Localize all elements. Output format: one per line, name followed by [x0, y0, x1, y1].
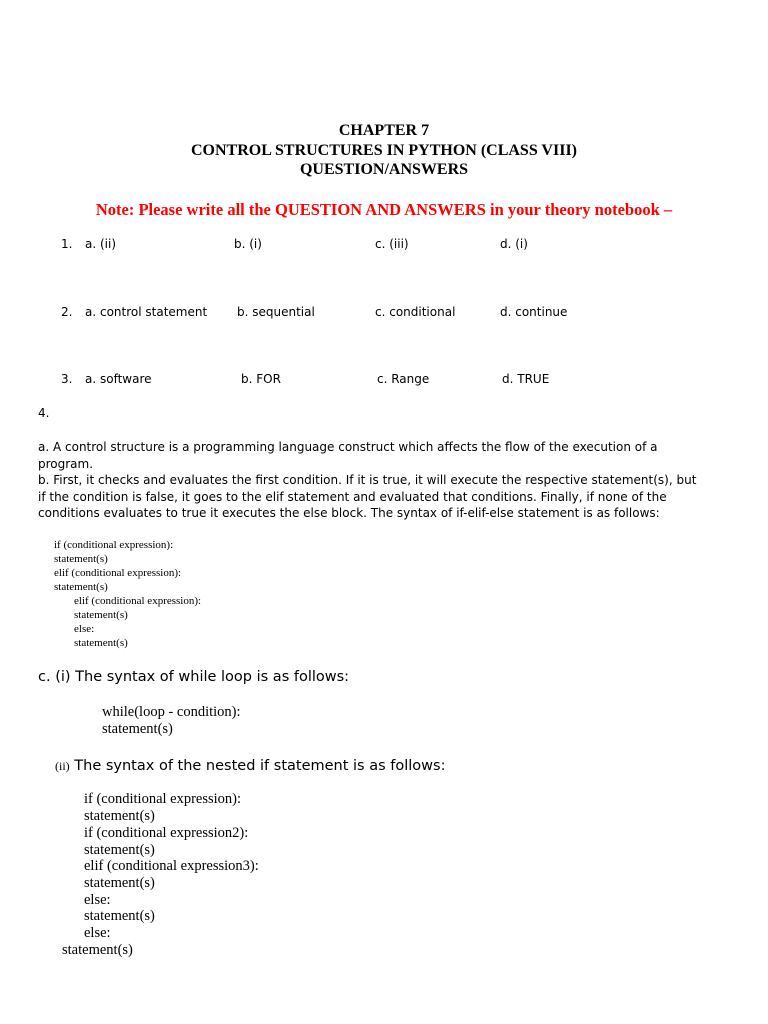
- chapter-subtitle: CONTROL STRUCTURES IN PYTHON (CLASS VIII): [190, 142, 577, 159]
- part-heading-text: The syntax of the nested if statement is as follows:: [69, 758, 446, 774]
- mcq-answer-a: a. (ii): [85, 237, 117, 251]
- mcq-answer-d: d. TRUE: [502, 372, 550, 386]
- code-line: statement(s): [54, 581, 108, 593]
- code-line: statement(s): [62, 942, 133, 958]
- code-line: else:: [74, 623, 95, 635]
- instruction-note: Note: Please write all the QUESTION AND ANSWERS in your theory notebook –: [95, 200, 673, 219]
- code-line: statement(s): [84, 875, 155, 891]
- code-line: if (conditional expression2):: [84, 825, 249, 841]
- code-line: statement(s): [84, 842, 155, 858]
- answer-4b: b. First, it checks and evaluates the first condition. If it is true, it will execute the respective statement(s), but if the condition is false, it goes to the elif statement and evaluated that conditions. Finally, if none of the conditions evaluates to true it executes the else block. The syntax of if-elif-else statement is as follows:: [38, 473, 697, 520]
- mcq-number: 1.: [61, 237, 73, 251]
- mcq-answer-a: a. control statement: [85, 305, 208, 319]
- code-line: statement(s): [84, 808, 155, 824]
- code-line: else:: [84, 892, 111, 908]
- mcq-answer-b: b. (i): [234, 237, 262, 251]
- answer-4c-heading: c. (i) The syntax of while loop is as follows:: [38, 669, 350, 685]
- part-label: (ii): [55, 759, 70, 773]
- code-line: statement(s): [102, 721, 173, 737]
- code-line: while(loop - condition):: [102, 704, 241, 720]
- mcq-answer-d: d. (i): [500, 237, 528, 251]
- answer-4a: a. A control structure is a programming language construct which affects the flow of the execution of a program.: [38, 440, 658, 471]
- chapter-heading: CHAPTER 7: [338, 122, 430, 139]
- mcq-answer-b: b. FOR: [241, 372, 281, 386]
- mcq-answer-d: d. continue: [500, 305, 568, 319]
- code-line: statement(s): [84, 908, 155, 924]
- mcq-number: 3.: [61, 372, 73, 386]
- mcq-answer-c: c. (iii): [375, 237, 409, 251]
- mcq-number: 2.: [61, 305, 73, 319]
- question-number: 4.: [38, 406, 50, 420]
- mcq-answer-c: c. Range: [377, 372, 430, 386]
- mcq-answer-b: b. sequential: [237, 305, 315, 319]
- code-line: if (conditional expression):: [54, 539, 174, 551]
- code-line: else:: [84, 925, 111, 941]
- code-line: elif (conditional expression):: [54, 567, 182, 579]
- code-line: statement(s): [74, 609, 128, 621]
- mcq-answer-a: a. software: [85, 372, 152, 386]
- document-type-heading: QUESTION/ANSWERS: [299, 161, 469, 178]
- mcq-answer-c: c. conditional: [375, 305, 456, 319]
- code-line: statement(s): [74, 637, 128, 649]
- code-line: statement(s): [54, 553, 108, 565]
- code-line: if (conditional expression):: [84, 791, 242, 807]
- answer-4c-ii-heading: [55, 757, 445, 775]
- code-line: elif (conditional expression):: [74, 595, 202, 607]
- code-line: elif (conditional expression3):: [84, 858, 259, 874]
